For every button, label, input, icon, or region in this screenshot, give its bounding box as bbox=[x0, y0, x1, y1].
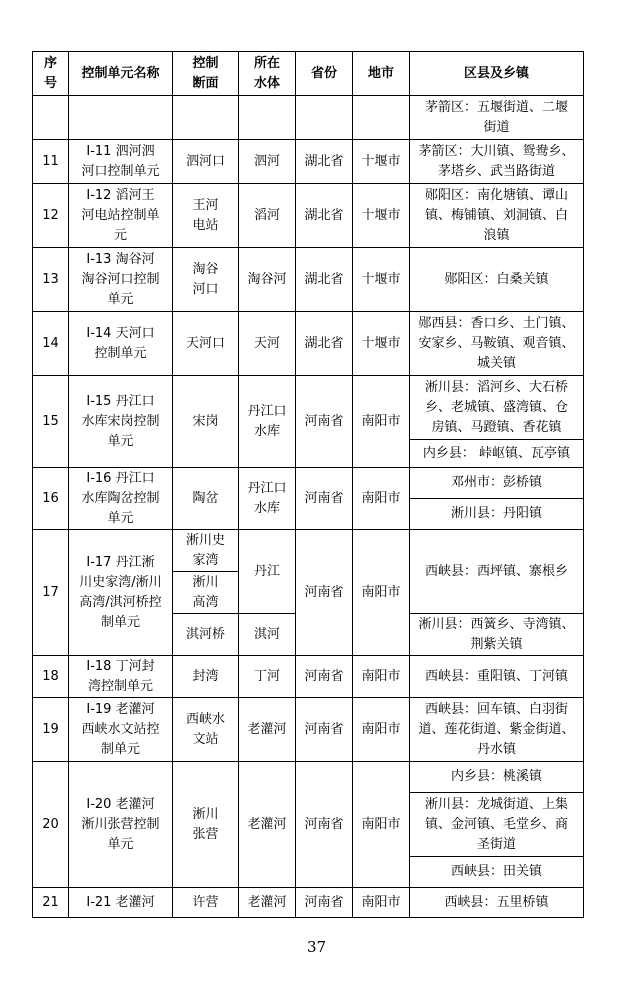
cell-unit-name: Ⅰ-16 丹江口 水库陶岔控制 单元 bbox=[69, 468, 173, 530]
header-index: 序 号 bbox=[33, 52, 69, 96]
cell-water-body: 丹江口 水库 bbox=[239, 468, 296, 530]
cell-province: 湖北省 bbox=[296, 248, 353, 312]
cell-water-body: 老灌河 bbox=[239, 762, 296, 888]
cell-province: 河南省 bbox=[296, 376, 353, 468]
cell-city: 十堰市 bbox=[353, 248, 410, 312]
cell-unit-name: Ⅰ-13 淘谷河 淘谷河口控制 单元 bbox=[69, 248, 173, 312]
cell-province: 河南省 bbox=[296, 762, 353, 888]
header-province: 省份 bbox=[296, 52, 353, 96]
table-row bbox=[33, 468, 584, 499]
cell-section bbox=[173, 96, 239, 140]
cell-city: 南阳市 bbox=[353, 468, 410, 530]
cell-city: 南阳市 bbox=[353, 530, 410, 656]
cell-unit-name: Ⅰ-11 泗河泗 河口控制单元 bbox=[69, 140, 173, 184]
cell-towns: 茅箭区：大川镇、鸳鸯乡、 茅塔乡、武当路街道 bbox=[410, 140, 584, 184]
cell-city: 南阳市 bbox=[353, 698, 410, 762]
table-row bbox=[33, 888, 584, 918]
cell-water-body: 丹江口 水库 bbox=[239, 376, 296, 468]
table-header-row bbox=[33, 52, 584, 96]
cell-index: 13 bbox=[33, 248, 69, 312]
cell-unit-name: Ⅰ-14 天河口 控制单元 bbox=[69, 312, 173, 376]
cell-towns: 淅川县：西簧乡、寺湾镇、 荆紫关镇 bbox=[410, 614, 584, 656]
cell-city: 南阳市 bbox=[353, 376, 410, 468]
cell-index: 20 bbox=[33, 762, 69, 888]
header-water-body: 所在 水体 bbox=[239, 52, 296, 96]
cell-water-body bbox=[239, 96, 296, 140]
cell-towns: 西峡县：回车镇、白羽街 道、莲花街道、紫金街道、 丹水镇 bbox=[410, 698, 584, 762]
table-row bbox=[33, 184, 584, 248]
cell-province bbox=[296, 96, 353, 140]
cell-province: 湖北省 bbox=[296, 312, 353, 376]
cell-section: 泗河口 bbox=[173, 140, 239, 184]
header-section: 控制 断面 bbox=[173, 52, 239, 96]
page-number: 37 bbox=[306, 938, 327, 956]
table-row bbox=[33, 96, 584, 140]
cell-unit-name: Ⅰ-20 老灌河 淅川张营控制 单元 bbox=[69, 762, 173, 888]
cell-section: 许营 bbox=[173, 888, 239, 918]
cell-towns: 淅川县：丹阳镇 bbox=[410, 499, 584, 530]
cell-province: 河南省 bbox=[296, 888, 353, 918]
cell-index: 18 bbox=[33, 656, 69, 698]
header-unit-name: 控制单元名称 bbox=[69, 52, 173, 96]
cell-index bbox=[33, 96, 69, 140]
cell-towns: 西峡县：西坪镇、寨根乡 bbox=[410, 530, 584, 614]
header-city: 地市 bbox=[353, 52, 410, 96]
cell-city: 十堰市 bbox=[353, 312, 410, 376]
cell-towns: 西峡县：五里桥镇 bbox=[410, 888, 584, 918]
cell-unit-name: Ⅰ-17 丹江淅 川史家湾/淅川 高湾/淇河桥控 制单元 bbox=[69, 530, 173, 656]
cell-towns: 郧西县：香口乡、土门镇、 安家乡、马鞍镇、观音镇、 城关镇 bbox=[410, 312, 584, 376]
cell-province: 河南省 bbox=[296, 468, 353, 530]
cell-province: 湖北省 bbox=[296, 184, 353, 248]
cell-water-body: 滔河 bbox=[239, 184, 296, 248]
cell-towns: 内乡县： 峠岖镇、瓦亭镇 bbox=[410, 440, 584, 468]
cell-city: 南阳市 bbox=[353, 656, 410, 698]
cell-section: 封湾 bbox=[173, 656, 239, 698]
cell-unit-name: Ⅰ-21 老灌河 bbox=[69, 888, 173, 918]
cell-water-body: 丁河 bbox=[239, 656, 296, 698]
control-unit-table bbox=[32, 51, 584, 918]
cell-index: 14 bbox=[33, 312, 69, 376]
table-row bbox=[33, 698, 584, 762]
cell-towns: 郧阳区：南化塘镇、谭山 镇、梅铺镇、刘洞镇、白 浪镇 bbox=[410, 184, 584, 248]
cell-province: 河南省 bbox=[296, 698, 353, 762]
cell-index: 11 bbox=[33, 140, 69, 184]
cell-city: 十堰市 bbox=[353, 140, 410, 184]
cell-province: 河南省 bbox=[296, 530, 353, 656]
cell-section: 宋岗 bbox=[173, 376, 239, 468]
cell-towns: 郧阳区：白桑关镇 bbox=[410, 248, 584, 312]
cell-section: 西峡水 文站 bbox=[173, 698, 239, 762]
cell-water-body: 泗河 bbox=[239, 140, 296, 184]
cell-towns: 西峡县：重阳镇、丁河镇 bbox=[410, 656, 584, 698]
header-towns: 区县及乡镇 bbox=[410, 52, 584, 96]
cell-section: 淇河桥 bbox=[173, 614, 239, 656]
table-row bbox=[33, 312, 584, 376]
table-row bbox=[33, 656, 584, 698]
cell-unit-name: Ⅰ-18 丁河封 湾控制单元 bbox=[69, 656, 173, 698]
cell-water-body: 淘谷河 bbox=[239, 248, 296, 312]
cell-towns: 淅川县：滔河乡、大石桥 乡、老城镇、盛湾镇、仓 房镇、马蹬镇、香花镇 bbox=[410, 376, 584, 440]
cell-towns: 茅箭区：五堰街道、二堰 街道 bbox=[410, 96, 584, 140]
cell-city: 南阳市 bbox=[353, 762, 410, 888]
table-row bbox=[33, 140, 584, 184]
cell-index: 19 bbox=[33, 698, 69, 762]
cell-province: 湖北省 bbox=[296, 140, 353, 184]
table-row bbox=[33, 376, 584, 440]
cell-water-body: 丹江 bbox=[239, 530, 296, 614]
cell-city bbox=[353, 96, 410, 140]
cell-unit-name: Ⅰ-12 滔河王 河电站控制单 元 bbox=[69, 184, 173, 248]
cell-section: 淅川 张营 bbox=[173, 762, 239, 888]
table-row bbox=[33, 762, 584, 793]
cell-section: 陶岔 bbox=[173, 468, 239, 530]
cell-section: 淘谷 河口 bbox=[173, 248, 239, 312]
cell-city: 南阳市 bbox=[353, 888, 410, 918]
cell-towns: 邓州市：彭桥镇 bbox=[410, 468, 584, 499]
table-row bbox=[33, 530, 584, 572]
table-row bbox=[33, 248, 584, 312]
cell-section: 天河口 bbox=[173, 312, 239, 376]
cell-section: 淅川史 家湾 bbox=[173, 530, 239, 572]
cell-water-body: 天河 bbox=[239, 312, 296, 376]
cell-index: 17 bbox=[33, 530, 69, 656]
cell-unit-name: Ⅰ-15 丹江口 水库宋岗控制 单元 bbox=[69, 376, 173, 468]
cell-water-body: 老灌河 bbox=[239, 698, 296, 762]
cell-index: 16 bbox=[33, 468, 69, 530]
cell-water-body: 老灌河 bbox=[239, 888, 296, 918]
cell-towns: 西峡县：田关镇 bbox=[410, 857, 584, 888]
cell-index: 15 bbox=[33, 376, 69, 468]
cell-index: 12 bbox=[33, 184, 69, 248]
cell-towns: 淅川县：龙城街道、上集 镇、金河镇、毛堂乡、商 圣街道 bbox=[410, 793, 584, 857]
cell-towns: 内乡县：桃溪镇 bbox=[410, 762, 584, 793]
cell-section: 王河 电站 bbox=[173, 184, 239, 248]
cell-city: 十堰市 bbox=[353, 184, 410, 248]
cell-water-body: 淇河 bbox=[239, 614, 296, 656]
cell-province: 河南省 bbox=[296, 656, 353, 698]
cell-section: 淅川 高湾 bbox=[173, 572, 239, 614]
cell-unit-name bbox=[69, 96, 173, 140]
cell-index: 21 bbox=[33, 888, 69, 918]
cell-unit-name: Ⅰ-19 老灌河 西峡水文站控 制单元 bbox=[69, 698, 173, 762]
